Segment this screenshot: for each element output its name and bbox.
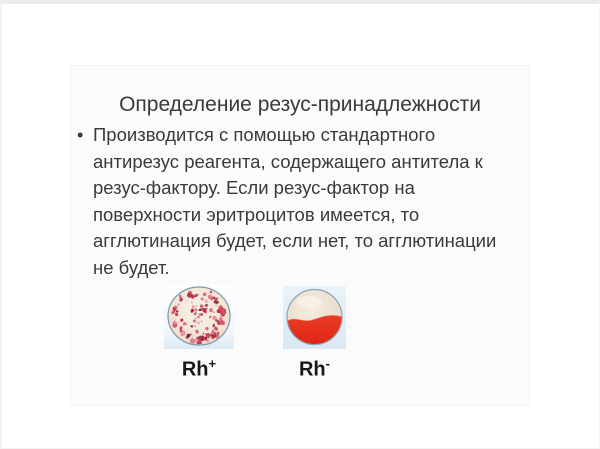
bullet-text-line: поверхности эритроцитов имеется, то xyxy=(93,203,420,225)
petri-dish-agglutination-icon xyxy=(164,284,234,349)
petri-dish-smooth-blood-icon xyxy=(283,286,346,349)
bullet-text-line: не будет. xyxy=(93,256,170,278)
bullet-text-line: антирезус реагента, содержащего антитела к xyxy=(93,150,483,172)
figure-label-rh-positive: Rh+ xyxy=(181,356,217,381)
figure-rh-positive xyxy=(164,284,234,380)
figure-rh-negative xyxy=(283,286,346,380)
bullet-marker: • xyxy=(77,125,84,145)
presentation-slide xyxy=(70,65,530,406)
slide-title: Определение резус-принадлежности xyxy=(119,93,481,116)
bullet-text-line: Производится с помощью стандартного xyxy=(93,124,436,145)
figure-label-rh-negative: Rh- xyxy=(298,356,330,381)
bullet-text-line: резус-фактору. Если резус-фактор на xyxy=(93,177,415,198)
bullet-text-line: агглютинация будет, если нет, то агглютинации xyxy=(93,230,497,251)
figures-row xyxy=(71,66,531,407)
